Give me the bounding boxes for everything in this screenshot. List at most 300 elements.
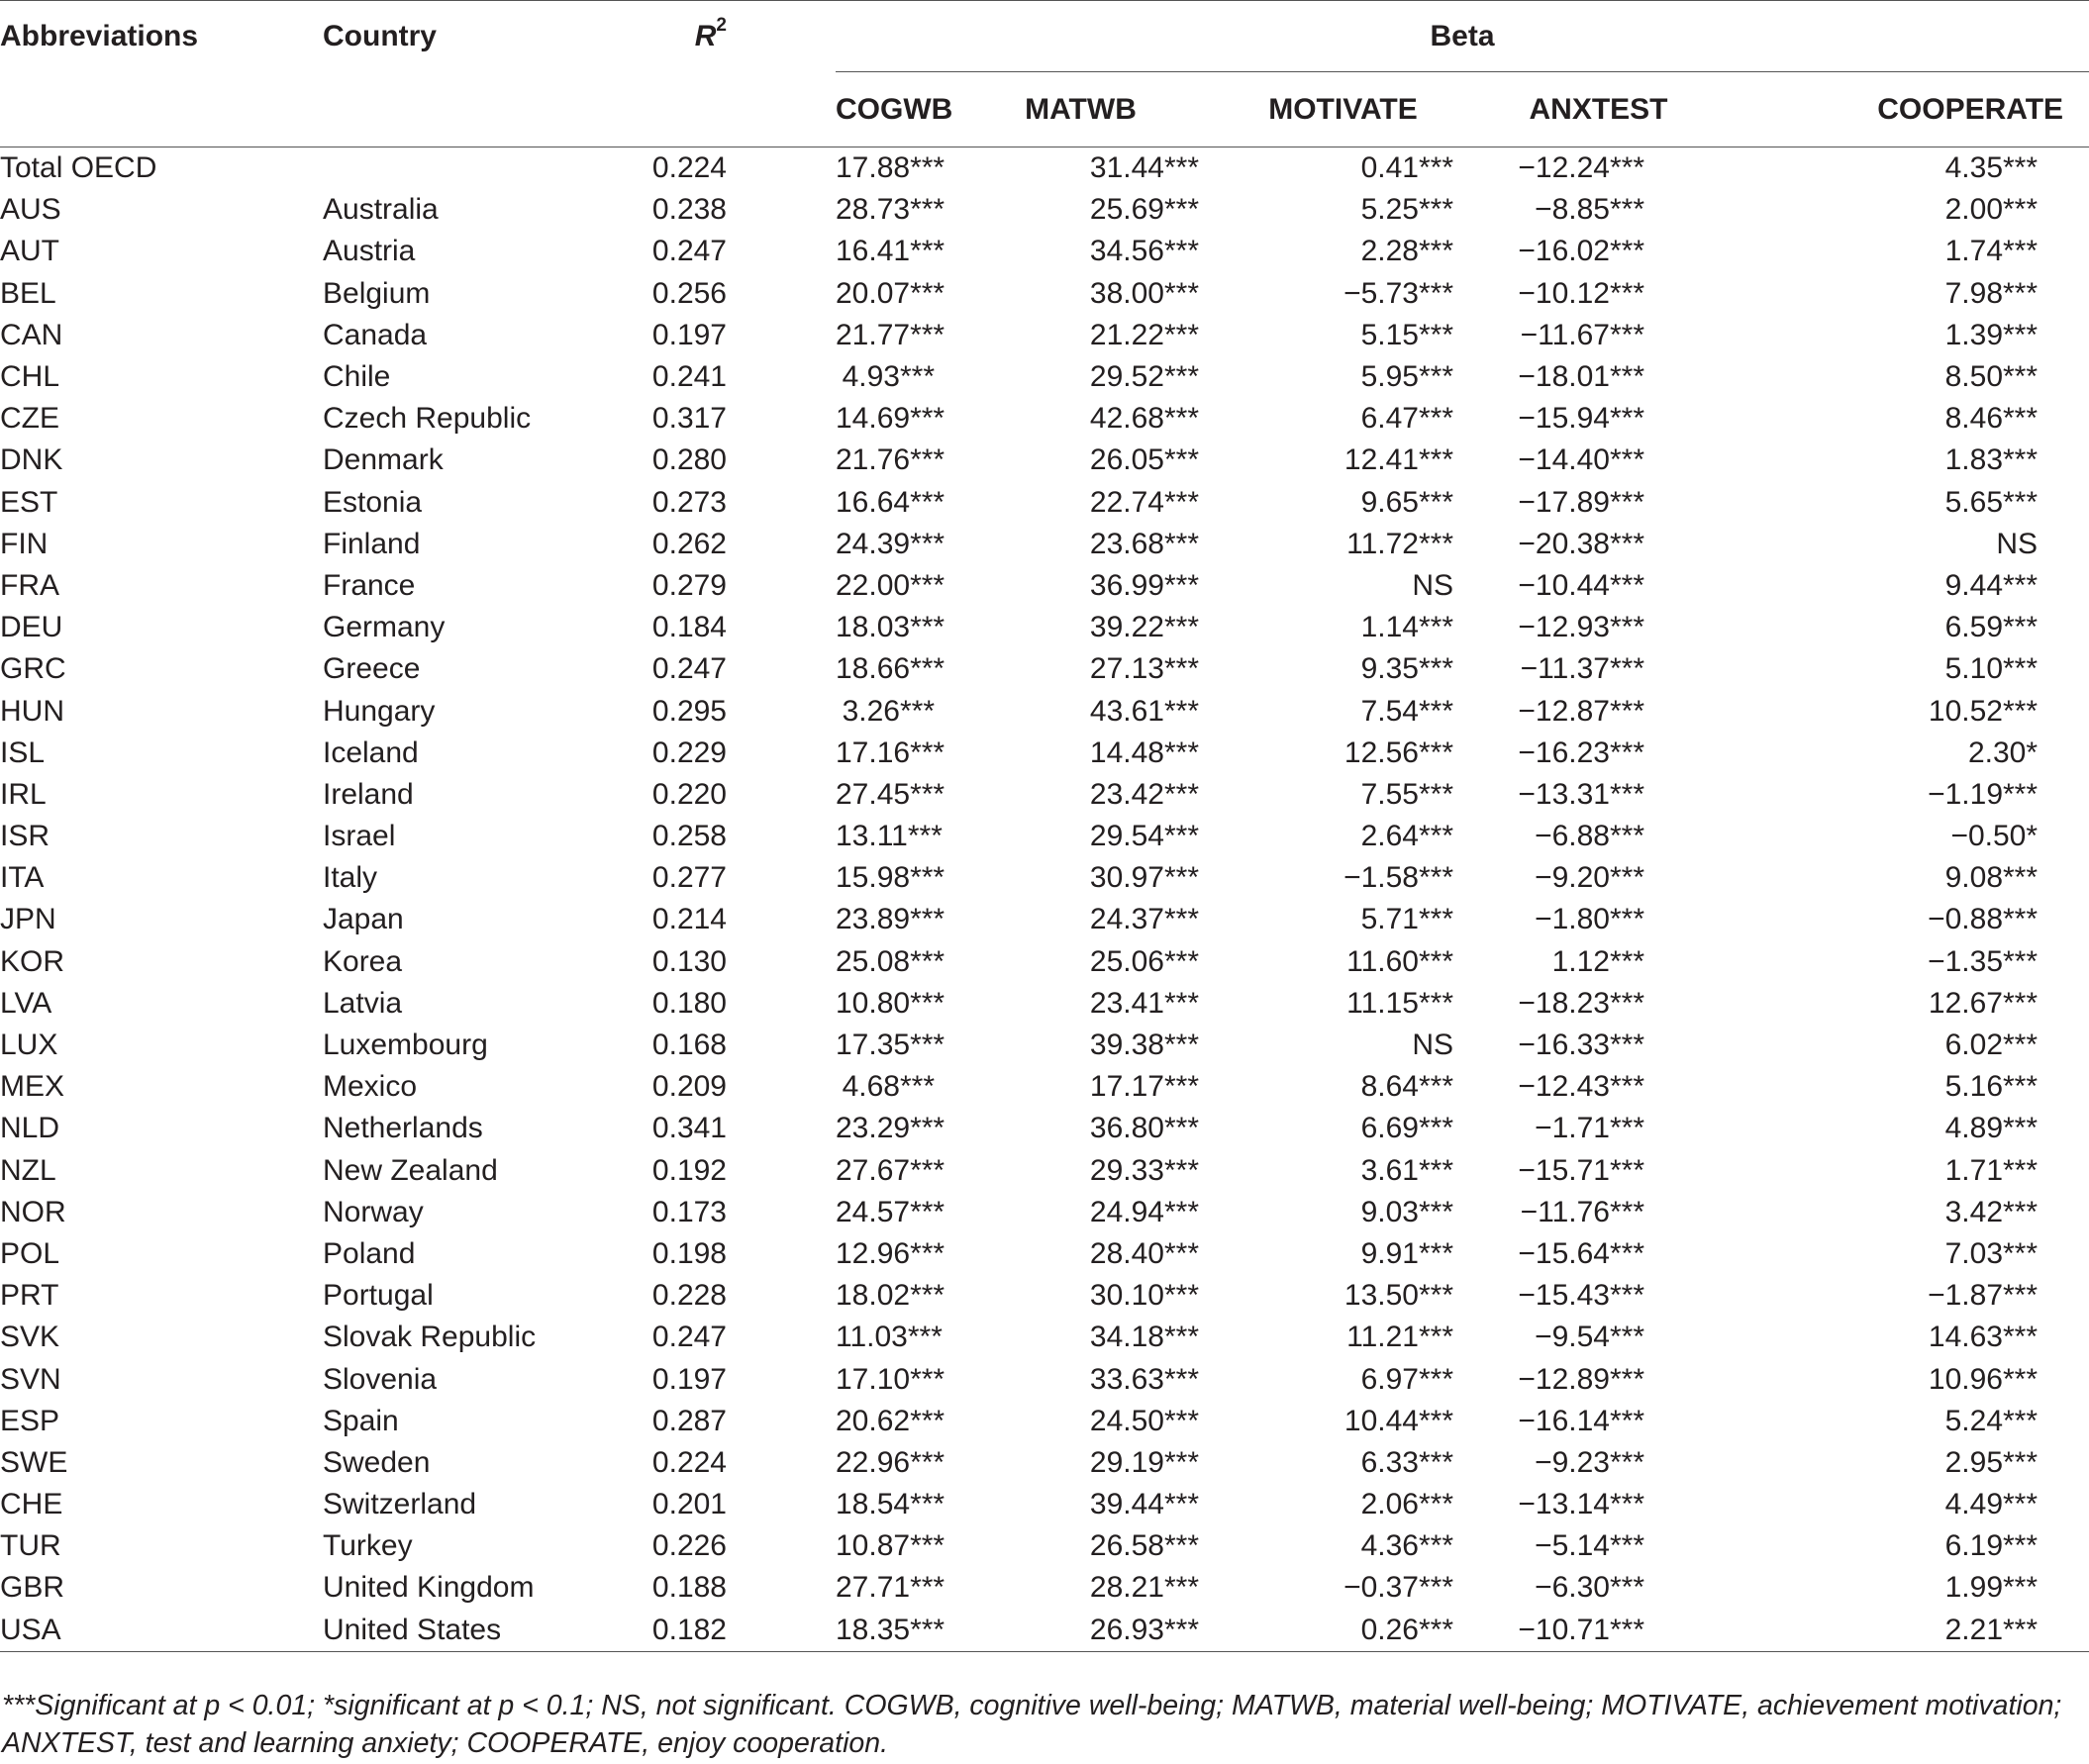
motivate-cell: 0.26*** <box>1213 1610 1473 1652</box>
abbreviation-cell: SWE <box>0 1445 68 1479</box>
cooperate-cell: 1.71*** <box>1944 1153 2039 1187</box>
anxtest-cell: −14.40*** <box>1518 443 1644 477</box>
country-cell: Czech Republic <box>323 402 532 436</box>
r2-cell: 0.238 <box>651 193 727 227</box>
cogwb-cell: 18.66*** <box>836 652 945 686</box>
spacer-cell <box>727 774 836 816</box>
motivate-cell: 8.64*** <box>1360 1070 1453 1104</box>
table-row <box>0 315 2089 356</box>
cooperate-cell: 5.16*** <box>1944 1070 2039 1104</box>
matwb-cell: 25.06*** <box>1089 944 1199 978</box>
cogwb-cell: 20.62*** <box>836 1404 945 1437</box>
abbreviation-cell: LUX <box>0 1029 58 1062</box>
table-row <box>0 1025 2089 1066</box>
abbreviation-cell: POL <box>0 1236 60 1270</box>
table-body <box>0 147 2089 1652</box>
matwb-cell: 25.69*** <box>1089 193 1199 227</box>
country-cell: Chile <box>323 360 391 394</box>
spacer-cell <box>727 1066 836 1108</box>
anxtest-cell: −6.30*** <box>1535 1571 1644 1605</box>
abbreviation-cell: CAN <box>0 318 63 351</box>
table-row <box>0 231 2089 272</box>
country-cell: Israel <box>323 820 396 853</box>
r2-cell: 0.130 <box>651 944 727 978</box>
abbreviation-cell: PRT <box>0 1279 59 1313</box>
cogwb-cell: 21.76*** <box>836 443 945 477</box>
matwb-cell: 34.56*** <box>1089 235 1199 268</box>
cooperate-cell: −1.19*** <box>1928 777 2039 811</box>
table-footnote: ***Significant at p < 0.01; *significant at p < 0.1; NS, not significant. COGWB, cognitive well-being; MATWB, material well-being; MOTIVATE, achievement motivation; ANXTEST, test and learning anxiety; COOPERATE, enjoy cooperation. <box>2 1690 2062 1759</box>
cooperate-cell: −0.88*** <box>1928 903 2039 936</box>
abbreviation-cell: DNK <box>0 443 63 477</box>
country-cell: Slovak Republic <box>323 1321 537 1354</box>
r2-cell: 0.197 <box>651 1362 727 1396</box>
spacer-cell <box>727 607 836 648</box>
abbreviation-cell: SVK <box>0 1321 60 1354</box>
matwb-cell: 31.44*** <box>1089 151 1199 185</box>
table-row <box>0 1108 2089 1149</box>
table-row <box>0 356 2089 398</box>
cooperate-cell: 1.39*** <box>1944 318 2039 351</box>
motivate-cell: 5.95*** <box>1360 360 1453 394</box>
spacer-cell <box>727 983 836 1025</box>
r2-cell: 0.258 <box>651 820 727 853</box>
spacer-cell <box>727 1108 836 1149</box>
anxtest-cell: −18.23*** <box>1518 986 1644 1020</box>
matwb-cell: 43.61*** <box>1089 694 1199 728</box>
country-cell: Norway <box>323 1195 424 1228</box>
motivate-cell: 9.91*** <box>1360 1236 1453 1270</box>
country-cell: Switzerland <box>323 1488 477 1521</box>
cooperate-cell: 9.44*** <box>1944 568 2039 602</box>
cooperate-cell: 6.59*** <box>1944 611 2039 644</box>
matwb-cell: 30.97*** <box>1089 861 1199 895</box>
cogwb-cell: 13.11*** <box>836 820 943 853</box>
cooperate-cell: 4.89*** <box>1944 1112 2039 1145</box>
spacer-cell <box>727 356 836 398</box>
matwb-cell: 28.40*** <box>1089 1236 1199 1270</box>
table-row <box>0 273 2089 315</box>
cogwb-cell: 4.93*** <box>842 360 935 394</box>
abbreviation-cell: CZE <box>0 402 59 436</box>
abbreviation-cell: ISR <box>0 820 50 853</box>
r2-cell: 0.201 <box>651 1488 727 1521</box>
table-row <box>0 983 2089 1025</box>
motivate-cell: 6.33*** <box>1360 1445 1453 1479</box>
anxtest-cell: −10.71*** <box>1473 1610 1724 1652</box>
table-row <box>0 1401 2089 1442</box>
table-row <box>0 565 2089 607</box>
motivate-cell: −5.73*** <box>1343 276 1453 310</box>
abbreviation-cell: CHL <box>0 360 60 394</box>
country-cell: Spain <box>323 1404 399 1437</box>
cogwb-cell: 18.03*** <box>836 611 945 644</box>
spacer-cell <box>727 1567 836 1609</box>
r2-cell: 0.241 <box>651 360 727 394</box>
anxtest-cell: 1.12*** <box>1551 944 1644 978</box>
r2-cell: 0.228 <box>651 1279 727 1313</box>
cooperate-cell: 14.63*** <box>1928 1321 2039 1354</box>
country-cell: Sweden <box>323 1445 431 1479</box>
country-cell: Portugal <box>323 1279 434 1313</box>
abbreviation-cell: BEL <box>0 276 56 310</box>
abbreviation-cell: ISL <box>0 735 46 769</box>
spacer-cell <box>727 1484 836 1525</box>
header-cogwb: COGWB <box>836 92 953 126</box>
cogwb-cell: 22.00*** <box>836 568 945 602</box>
cogwb-cell: 11.03*** <box>836 1321 943 1354</box>
cooperate-cell: 1.83*** <box>1944 443 2039 477</box>
r2-cell: 0.168 <box>651 1029 727 1062</box>
r2-cell: 0.224 <box>651 151 727 185</box>
motivate-cell: 2.64*** <box>1360 820 1453 853</box>
table-row <box>0 147 2089 190</box>
motivate-cell: 2.06*** <box>1360 1488 1453 1521</box>
cooperate-cell: 6.19*** <box>1944 1529 2039 1563</box>
country-cell: Belgium <box>323 276 431 310</box>
cogwb-cell: 22.96*** <box>836 1445 945 1479</box>
matwb-cell: 36.99*** <box>1089 568 1199 602</box>
cogwb-cell: 23.29*** <box>836 1112 945 1145</box>
matwb-cell: 33.63*** <box>1089 1362 1199 1396</box>
anxtest-cell: −18.01*** <box>1518 360 1644 394</box>
table-row <box>0 482 2089 524</box>
abbreviation-cell: ITA <box>0 861 45 895</box>
country-cell: Denmark <box>323 443 444 477</box>
anxtest-cell: −11.37*** <box>1520 652 1644 686</box>
cooperate-cell: 4.35*** <box>1944 151 2039 185</box>
anxtest-cell: −13.31*** <box>1518 777 1644 811</box>
table-row <box>0 690 2089 732</box>
spacer-cell <box>727 147 836 190</box>
spacer-cell <box>727 941 836 983</box>
matwb-cell: 22.74*** <box>1089 485 1199 519</box>
r2-cell: 0.247 <box>651 652 727 686</box>
country-cell: Estonia <box>323 485 423 519</box>
anxtest-cell: −11.76*** <box>1520 1195 1644 1228</box>
matwb-cell: 29.52*** <box>1089 360 1199 394</box>
cogwb-cell: 27.67*** <box>836 1153 945 1187</box>
motivate-cell: −1.58*** <box>1343 861 1453 895</box>
r2-cell: 0.192 <box>651 1153 727 1187</box>
matwb-cell: 26.05*** <box>1089 443 1199 477</box>
r2-cell: 0.224 <box>651 1445 727 1479</box>
anxtest-cell: −12.89*** <box>1518 1362 1644 1396</box>
header-motivate: MOTIVATE <box>1268 92 1418 126</box>
cooperate-cell: 5.24*** <box>1944 1404 2039 1437</box>
matwb-cell: 27.13*** <box>1089 652 1199 686</box>
cooperate-cell: 3.42*** <box>1944 1195 2039 1228</box>
cogwb-cell: 3.26*** <box>842 694 935 728</box>
country-cell: Greece <box>323 652 421 686</box>
country-cell: France <box>323 568 416 602</box>
matwb-cell: 24.37*** <box>1089 903 1199 936</box>
anxtest-cell: −15.64*** <box>1518 1236 1644 1270</box>
r2-cell: 0.317 <box>651 402 727 436</box>
anxtest-cell: −15.71*** <box>1518 1153 1644 1187</box>
cooperate-cell: −0.50* <box>1950 820 2039 853</box>
matwb-cell: 42.68*** <box>1089 402 1199 436</box>
spacer-cell <box>727 1610 836 1652</box>
country-cell: Italy <box>323 861 378 895</box>
spacer-cell <box>727 189 836 231</box>
spacer-cell <box>727 1442 836 1484</box>
anxtest-cell: −12.24*** <box>1518 151 1644 185</box>
r2-cell: 0.273 <box>651 485 727 519</box>
table-row <box>0 1233 2089 1275</box>
table-row <box>0 1066 2089 1108</box>
cogwb-cell: 24.57*** <box>836 1195 945 1228</box>
r2-cell: 0.256 <box>651 276 727 310</box>
motivate-cell: 5.25*** <box>1360 193 1453 227</box>
matwb-cell: 29.54*** <box>1089 820 1199 853</box>
r2-cell: 0.341 <box>651 1112 727 1145</box>
r2-cell: 0.229 <box>651 735 727 769</box>
motivate-cell: 1.14*** <box>1360 611 1453 644</box>
spacer-cell <box>727 273 836 315</box>
matwb-cell: 28.21*** <box>1089 1571 1199 1605</box>
cooperate-cell: 5.10*** <box>1944 652 2039 686</box>
matwb-cell: 39.44*** <box>1089 1488 1199 1521</box>
r2-cell: 0.182 <box>608 1610 727 1652</box>
cogwb-cell: 18.35*** <box>836 1610 948 1652</box>
cooperate-cell: 7.03*** <box>1944 1236 2039 1270</box>
abbreviation-cell: LVA <box>0 986 52 1020</box>
matwb-cell: 23.68*** <box>1089 527 1199 560</box>
table-row <box>0 524 2089 565</box>
cooperate-cell: 1.99*** <box>1944 1571 2039 1605</box>
motivate-cell: 9.65*** <box>1360 485 1453 519</box>
country-cell <box>323 147 608 190</box>
country-cell: Slovenia <box>323 1362 438 1396</box>
abbreviation-cell: USA <box>0 1610 323 1652</box>
abbreviation-cell: MEX <box>0 1070 65 1104</box>
cogwb-cell: 23.89*** <box>836 903 945 936</box>
table-row <box>0 1567 2089 1609</box>
cogwb-cell: 15.98*** <box>836 861 945 895</box>
r2-cell: 0.198 <box>651 1236 727 1270</box>
abbreviation-cell: NOR <box>0 1195 66 1228</box>
header-anxtest: ANXTEST <box>1529 92 1668 126</box>
cogwb-cell: 25.08*** <box>836 944 945 978</box>
header-beta: Beta <box>836 1 2089 72</box>
spacer-cell <box>727 816 836 857</box>
matwb-cell: 39.38*** <box>1089 1029 1199 1062</box>
header-country: Country <box>323 19 437 52</box>
motivate-cell: 9.35*** <box>1360 652 1453 686</box>
country-cell: United States <box>323 1610 608 1652</box>
country-cell: United Kingdom <box>323 1571 535 1605</box>
r2-cell: 0.247 <box>651 1321 727 1354</box>
table-row <box>0 1192 2089 1233</box>
motivate-cell: −0.37*** <box>1343 1571 1453 1605</box>
spacer-cell <box>727 398 836 440</box>
motivate-cell: 12.41*** <box>1343 443 1453 477</box>
anxtest-cell: −20.38*** <box>1518 527 1644 560</box>
spacer-cell <box>727 565 836 607</box>
anxtest-cell: −10.12*** <box>1518 276 1644 310</box>
cogwb-cell: 16.64*** <box>836 485 945 519</box>
spacer-cell <box>727 1025 836 1066</box>
r2-cell: 0.173 <box>651 1195 727 1228</box>
matwb-cell: 29.19*** <box>1089 1445 1199 1479</box>
spacer-cell <box>727 524 836 565</box>
spacer-cell <box>727 1401 836 1442</box>
abbreviation-cell: DEU <box>0 611 63 644</box>
cogwb-cell: 27.71*** <box>836 1571 945 1605</box>
matwb-cell: 38.00*** <box>1089 276 1199 310</box>
country-cell: Netherlands <box>323 1112 483 1145</box>
abbreviation-cell: GBR <box>0 1571 65 1605</box>
header-r2 <box>608 1 727 72</box>
spacer-cell <box>727 648 836 690</box>
anxtest-cell: −15.43*** <box>1518 1279 1644 1313</box>
cogwb-cell: 17.16*** <box>836 735 945 769</box>
spacer-cell <box>727 690 836 732</box>
spacer-cell <box>727 315 836 356</box>
table-row <box>0 857 2089 899</box>
motivate-cell: 5.71*** <box>1360 903 1453 936</box>
motivate-cell: 2.28*** <box>1360 235 1453 268</box>
matwb-cell: 23.42*** <box>1089 777 1199 811</box>
matwb-cell: 23.41*** <box>1089 986 1199 1020</box>
cogwb-cell: 27.45*** <box>836 777 945 811</box>
cooperate-cell: 2.21*** <box>1724 1610 2089 1652</box>
anxtest-cell: −9.54*** <box>1535 1321 1644 1354</box>
anxtest-cell: −17.89*** <box>1518 485 1644 519</box>
abbreviation-cell: JPN <box>0 903 56 936</box>
header-matwb: MATWB <box>1025 92 1137 126</box>
cogwb-cell: 4.68*** <box>842 1070 935 1104</box>
anxtest-cell: −13.14*** <box>1518 1488 1644 1521</box>
anxtest-cell: −11.67*** <box>1520 318 1644 351</box>
spacer-cell <box>727 857 836 899</box>
motivate-cell: 11.21*** <box>1346 1321 1453 1354</box>
r2-cell: 0.280 <box>651 443 727 477</box>
cogwb-cell: 18.54*** <box>836 1488 945 1521</box>
anxtest-cell: −5.14*** <box>1535 1529 1644 1563</box>
r2-cell: 0.226 <box>651 1529 727 1563</box>
r2-cell: 0.287 <box>651 1404 727 1437</box>
spacer-cell <box>727 1358 836 1400</box>
motivate-cell: 11.60*** <box>1346 944 1453 978</box>
abbreviation-cell: GRC <box>0 652 66 686</box>
motivate-cell: 4.36*** <box>1360 1529 1453 1563</box>
spacer-cell <box>727 1233 836 1275</box>
abbreviation-cell: AUS <box>0 193 61 227</box>
motivate-cell: NS <box>1412 568 1453 602</box>
anxtest-cell: −9.23*** <box>1535 1445 1644 1479</box>
motivate-cell: 5.15*** <box>1360 318 1453 351</box>
table-row <box>0 774 2089 816</box>
r2-cell: 0.184 <box>651 611 727 644</box>
cooperate-cell: 4.49*** <box>1944 1488 2039 1521</box>
r2-cell: 0.247 <box>651 235 727 268</box>
country-cell: Poland <box>323 1236 416 1270</box>
header-abbreviations: Abbreviations <box>0 19 199 52</box>
matwb-cell: 14.48*** <box>1089 735 1199 769</box>
country-cell: Australia <box>323 193 439 227</box>
table-row <box>0 941 2089 983</box>
cogwb-cell: 12.96*** <box>836 1236 945 1270</box>
cooperate-cell: 6.02*** <box>1944 1029 2039 1062</box>
r2-cell: 0.295 <box>651 694 727 728</box>
anxtest-cell: −9.20*** <box>1535 861 1644 895</box>
motivate-cell: 6.97*** <box>1360 1362 1453 1396</box>
anxtest-cell: −16.14*** <box>1518 1404 1644 1437</box>
country-cell: Turkey <box>323 1529 413 1563</box>
r2-cell: 0.209 <box>651 1070 727 1104</box>
anxtest-cell: −16.33*** <box>1518 1029 1644 1062</box>
matwb-cell: 39.22*** <box>1089 611 1199 644</box>
anxtest-cell: −6.88*** <box>1535 820 1644 853</box>
matwb-cell: 24.50*** <box>1089 1404 1199 1437</box>
cogwb-cell: 20.07*** <box>836 276 945 310</box>
r2-cell: 0.277 <box>651 861 727 895</box>
spacer-cell <box>727 1525 836 1567</box>
anxtest-cell: −12.43*** <box>1518 1070 1644 1104</box>
matwb-cell: 21.22*** <box>1089 318 1199 351</box>
country-cell: Finland <box>323 527 421 560</box>
header-r2-sup: 2 <box>716 15 727 37</box>
cogwb-cell: 17.88*** <box>836 151 945 185</box>
abbreviation-cell: SVN <box>0 1362 61 1396</box>
r2-cell: 0.197 <box>651 318 727 351</box>
table-row <box>0 733 2089 774</box>
matwb-cell: 29.33*** <box>1089 1153 1199 1187</box>
abbreviation-cell: FRA <box>0 568 59 602</box>
country-cell: Hungary <box>323 694 436 728</box>
country-cell: Japan <box>323 903 404 936</box>
r2-cell: 0.279 <box>651 568 727 602</box>
matwb-cell: 34.18*** <box>1089 1321 1199 1354</box>
cooperate-cell: 8.46*** <box>1944 402 2039 436</box>
spacer-cell <box>727 231 836 272</box>
cogwb-cell: 17.10*** <box>836 1362 945 1396</box>
matwb-cell: 30.10*** <box>1089 1279 1199 1313</box>
cogwb-cell: 24.39*** <box>836 527 945 560</box>
abbreviation-cell: EST <box>0 485 58 519</box>
motivate-cell: 3.61*** <box>1360 1153 1453 1187</box>
cogwb-cell: 16.41*** <box>836 235 945 268</box>
cooperate-cell: −1.35*** <box>1928 944 2039 978</box>
table-row <box>0 1484 2089 1525</box>
anxtest-cell: −15.94*** <box>1518 402 1644 436</box>
country-cell: Austria <box>323 235 416 268</box>
country-cell: Canada <box>323 318 428 351</box>
motivate-cell: 7.55*** <box>1360 777 1453 811</box>
matwb-cell: 24.94*** <box>1089 1195 1199 1228</box>
motivate-cell: 9.03*** <box>1360 1195 1453 1228</box>
motivate-cell: NS <box>1412 1029 1453 1062</box>
spacer-cell <box>727 1150 836 1192</box>
cooperate-cell: 2.00*** <box>1944 193 2039 227</box>
cooperate-cell: 9.08*** <box>1944 861 2039 895</box>
abbreviation-cell: KOR <box>0 944 65 978</box>
cooperate-cell: −1.87*** <box>1928 1279 2039 1313</box>
spacer-cell <box>727 733 836 774</box>
table-row <box>0 440 2089 481</box>
cooperate-cell: 7.98*** <box>1944 276 2039 310</box>
abbreviation-cell: AUT <box>0 235 59 268</box>
cooperate-cell: 2.30* <box>1967 735 2039 769</box>
cooperate-cell: NS <box>1996 527 2039 560</box>
cogwb-cell: 10.80*** <box>836 986 945 1020</box>
cooperate-cell: 2.95*** <box>1944 1445 2039 1479</box>
cogwb-cell: 10.87*** <box>836 1529 945 1563</box>
table-row <box>0 1317 2089 1358</box>
country-cell: Ireland <box>323 777 414 811</box>
